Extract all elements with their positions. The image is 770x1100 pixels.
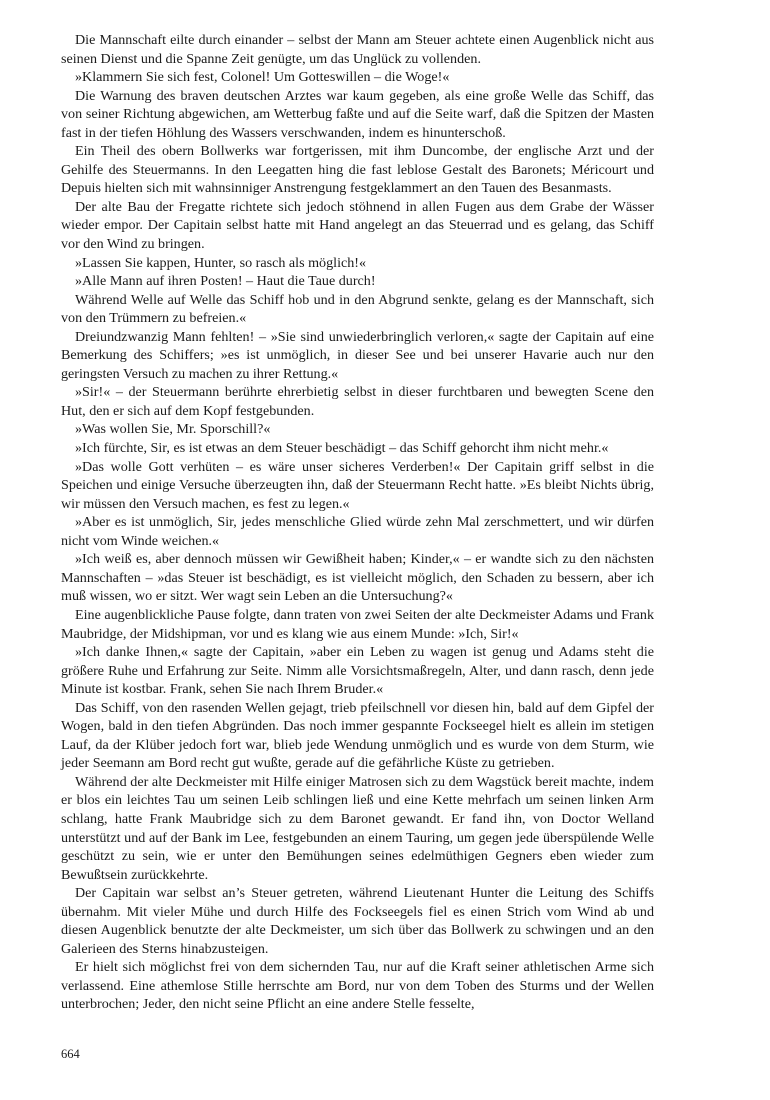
paragraph: »Sir!« – der Steuermann berührte ehrerbietig selbst in dieser furchtbaren und bewegten Scene den Hut, den er sich auf dem Kopf festgebunden. [61, 384, 654, 419]
paragraph: Ein Theil des obern Bollwerks war fortgerissen, mit ihm Duncombe, der englische Arzt und der Gehilfe des Steuermanns. In den Leegatten hing die fast leblose Gestalt des Baronets; Méricourt und Depuis hielten sich mit wahnsinniger Anstrengung festgeklammert an den Tauen des Besanmasts. [61, 143, 654, 197]
paragraph: Er hielt sich möglichst frei von dem sichernden Tau, nur auf die Kraft seiner athletischen Arme sich verlassend. Eine athemlose Stille herrschte am Bord, nur von dem Toben des Sturms und der Wellen unterbrochen; Jeder, den nicht seine Pflicht an eine andere Stelle fesselte, [61, 959, 654, 1013]
paragraph: Eine augenblickliche Pause folgte, dann traten von zwei Seiten der alte Deckmeister Adams und Frank Maubridge, der Midshipman, vor und es klang wie aus einem Munde: »Ich, Sir!« [61, 606, 654, 642]
paragraph: Die Mannschaft eilte durch einander – selbst der Mann am Steuer achtete einen Augenblick nicht aus seinen Dienst und die Spanne Zeit genügte, um das Unglück zu vollenden. [61, 32, 654, 67]
paragraph: »Ich weiß es, aber dennoch müssen wir Gewißheit haben; Kinder,« – er wandte sich zu den nächsten Mannschaften – »das Steuer ist beschädigt, es ist vielleicht möglich, den Schaden zu bessern, aber ich muß wissen, wo er sitzt. Wer wagt sein Leben an die Untersuchung?« [61, 551, 654, 605]
paragraph: »Aber es ist unmöglich, Sir, jedes menschliche Glied würde zehn Mal zerschmettert, und wir dürfen nicht vom Winde weichen.« [61, 514, 654, 549]
paragraph: Die Warnung des braven deutschen Arztes war kaum gegeben, als eine große Welle das Schiff, das von seiner Richtung abgewichen, am Wetterbug faßte und auf die Seite warf, daß die Spitzen der Masten fast in der tiefen Höhlung des Wassers verschwanden, indem es hinunterschoß. [61, 87, 654, 141]
paragraph: Das Schiff, von den rasenden Wellen gejagt, trieb pfeilschnell vor diesen hin, bald auf dem Gipfel der Wogen, bald in den tiefen Abgründen. Das noch immer gespannte Fockseegel hielt es allein im stetigen Lauf, da der Klüber jedoch fort war, blieb jede Wendung unmöglich und es wurde von dem Sturm, wie jeder Seemann am Bord recht gut wußte, gerade auf die gefährliche Küste zu getrieben. [61, 699, 654, 772]
page-body [61, 31, 654, 1014]
paragraph: Der Capitain war selbst an’s Steuer getreten, während Lieutenant Hunter die Leitung des Schiffs übernahm. Mit vieler Mühe und durch Hilfe des Fockseegels fiel es einen Strich vom Wind ab und diesen Augenblick benutzte der alte Deckmeister, um sich über das Bollwerk zu schwingen und an den Galerieen des Sterns hinabzusteigen. [61, 885, 654, 957]
paragraph: »Was wollen Sie, Mr. Sporschill?« [75, 421, 271, 438]
paragraph: »Alle Mann auf ihren Posten! – Haut die Taue durch! [75, 273, 376, 290]
paragraph: Während Welle auf Welle das Schiff hob und in den Abgrund senkte, gelang es der Mannschaft, sich von den Trümmern zu befreien.« [61, 291, 654, 327]
paragraph: Dreiundzwanzig Mann fehlten! – »Sie sind unwiederbringlich verloren,« sagte der Capitain auf eine Bemerkung des Schiffers; »es ist unmöglich, in dieser See und bei unserer Havarie auch nur den geringsten Versuch zu machen zu ihrer Rettung.« [61, 328, 654, 382]
paragraph: »Klammern Sie sich fest, Colonel! Um Gotteswillen – die Woge!« [75, 69, 450, 86]
paragraph: Der alte Bau der Fregatte richtete sich jedoch stöhnend in allen Fugen aus dem Grabe der Wässer wieder empor. Der Capitain selbst hatte mit Hand angelegt an das Steuerrad und es gelang, das Schiff vor den Wind zu bringen. [61, 198, 654, 253]
page-number: 664 [61, 1047, 80, 1061]
paragraph: »Ich fürchte, Sir, es ist etwas an dem Steuer beschädigt – das Schiff gehorcht ihm nicht mehr.« [75, 440, 609, 457]
paragraph: »Das wolle Gott verhüten – es wäre unser sicheres Verderben!« Der Capitain griff selbst in die Speichen und einige Versuche überzeugten ihn, daß der Steuermann Recht hatte. »Es bleibt Nichts übrig, wir müssen den Versuch machen, es fest zu legen.« [61, 458, 654, 512]
paragraph: Während der alte Deckmeister mit Hilfe einiger Matrosen sich zu dem Wagstück bereit machte, indem er blos ein leichtes Tau um seinen Leib schlingen ließ und eine Kette mehrfach um seinen linken Arm schlang, hatte Frank Maubridge sich zu dem Baronet gewandt. Er fand ihn, von Doctor Welland unterstützt und auf der Bank im Lee, festgebunden an einem Tauring, um gegen jede überspülende Welle geschützt zu sein, wie er unter den Bemühungen seines edelmüthigen Gegners eben wieder zum Bewußtsein zurückkehrte. [61, 773, 654, 883]
paragraph: »Ich danke Ihnen,« sagte der Capitain, »aber ein Leben zu wagen ist genug und Adams steht die größere Ruhe und Erfahrung zur Seite. Nimm alle Vorsichtsmaßregeln, Alter, und dann rasch, denn jede Minute ist kostbar. Frank, sehen Sie nach Ihrem Bruder.« [61, 644, 654, 698]
paragraph: »Lassen Sie kappen, Hunter, so rasch als möglich!« [75, 254, 367, 271]
